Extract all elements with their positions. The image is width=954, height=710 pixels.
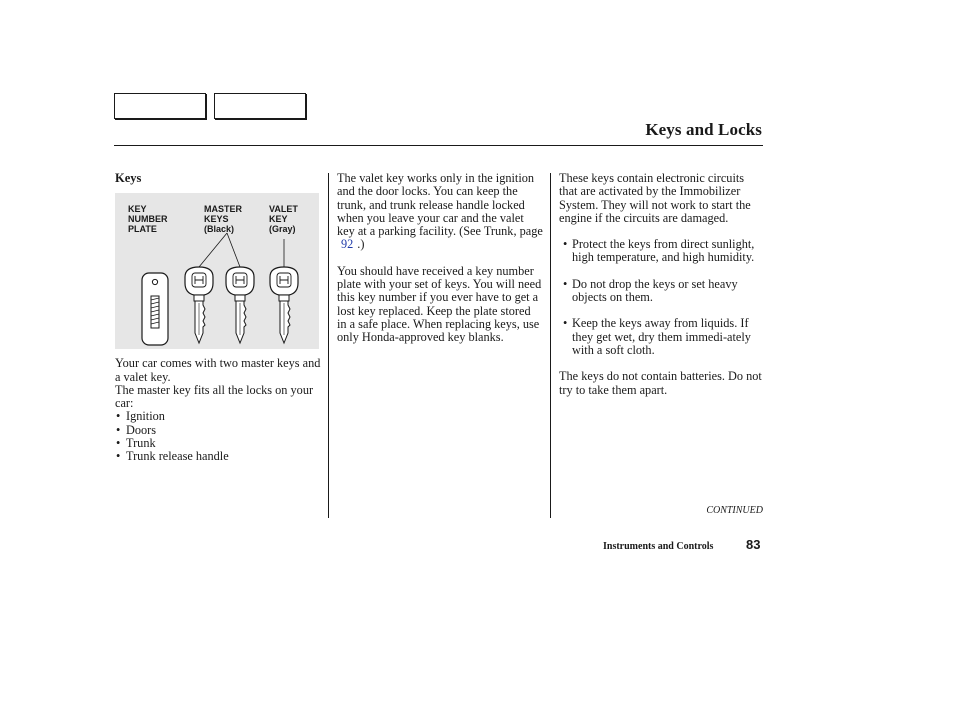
master-key-1 bbox=[185, 267, 213, 343]
column-divider-1 bbox=[328, 173, 329, 518]
column-2 bbox=[337, 172, 543, 358]
immobilizer-paragraph: These keys contain electronic circuits that are activated by the Immobilizer System. They will not work to start the engine if the circuits are damaged. bbox=[559, 171, 751, 225]
list-item: • Doors bbox=[115, 424, 321, 437]
list-item: • Keep the keys away from liquids. If they get wet, dry them immedi-ately with a soft cloth. bbox=[559, 317, 765, 357]
valet-key-label: VALET KEY (Gray) bbox=[269, 204, 298, 235]
list-item: • Trunk release handle bbox=[115, 450, 321, 463]
key-number-paragraph: You should have received a key number plate with your set of keys. You will need this key number if you ever have to get a lost key replaced. Keep the plate stored in a safe place. When replacing keys, use only Honda-approved key blanks. bbox=[337, 263, 542, 345]
column-divider-2 bbox=[550, 173, 551, 518]
keys-intro: Your car comes with two master keys and a valet key. bbox=[115, 356, 321, 384]
title-rule bbox=[114, 145, 763, 146]
master-key-leader-2 bbox=[227, 233, 240, 267]
master-keys-label: MASTER KEYS (Black) bbox=[204, 204, 242, 235]
list-item: • Do not drop the keys or set heavy objects on them. bbox=[559, 278, 765, 305]
batteries-paragraph: The keys do not contain batteries. Do not try to take them apart. bbox=[559, 369, 762, 397]
list-item: • Trunk bbox=[115, 437, 321, 450]
page-number: 83 bbox=[746, 537, 761, 552]
keys-figure bbox=[115, 193, 319, 349]
master-key-2 bbox=[226, 267, 254, 343]
lock-list bbox=[115, 410, 321, 463]
next-page-button[interactable] bbox=[214, 93, 306, 119]
continued-label: CONTINUED bbox=[706, 505, 763, 516]
key-number-plate bbox=[142, 273, 168, 345]
footer-section-name: Instruments and Controls bbox=[603, 541, 714, 552]
section-title: Keys and Locks bbox=[645, 120, 762, 139]
previous-page-button[interactable] bbox=[114, 93, 206, 119]
valet-key-paragraph: The valet key works only in the ignition and the door locks. You can keep the trunk, and trunk release handle locked when you leave your car and the valet key at a parking facility. (See Trunk, page 92 .) bbox=[337, 171, 543, 252]
keys-heading: Keys bbox=[115, 171, 142, 185]
list-item: • Protect the keys from direct sunlight, high temperature, and high humidity. bbox=[559, 238, 765, 265]
list-item: • Ignition bbox=[115, 410, 321, 423]
valet-key bbox=[270, 267, 298, 343]
master-key-leader-1 bbox=[199, 233, 227, 267]
master-key-text: The master key fits all the locks on your car: bbox=[115, 382, 314, 411]
column-3 bbox=[559, 172, 765, 410]
trunk-page-link[interactable]: 92 bbox=[341, 237, 354, 252]
column-1 bbox=[115, 172, 321, 464]
key-number-plate-label: KEY NUMBER PLATE bbox=[128, 204, 168, 235]
key-care-list bbox=[559, 238, 765, 357]
